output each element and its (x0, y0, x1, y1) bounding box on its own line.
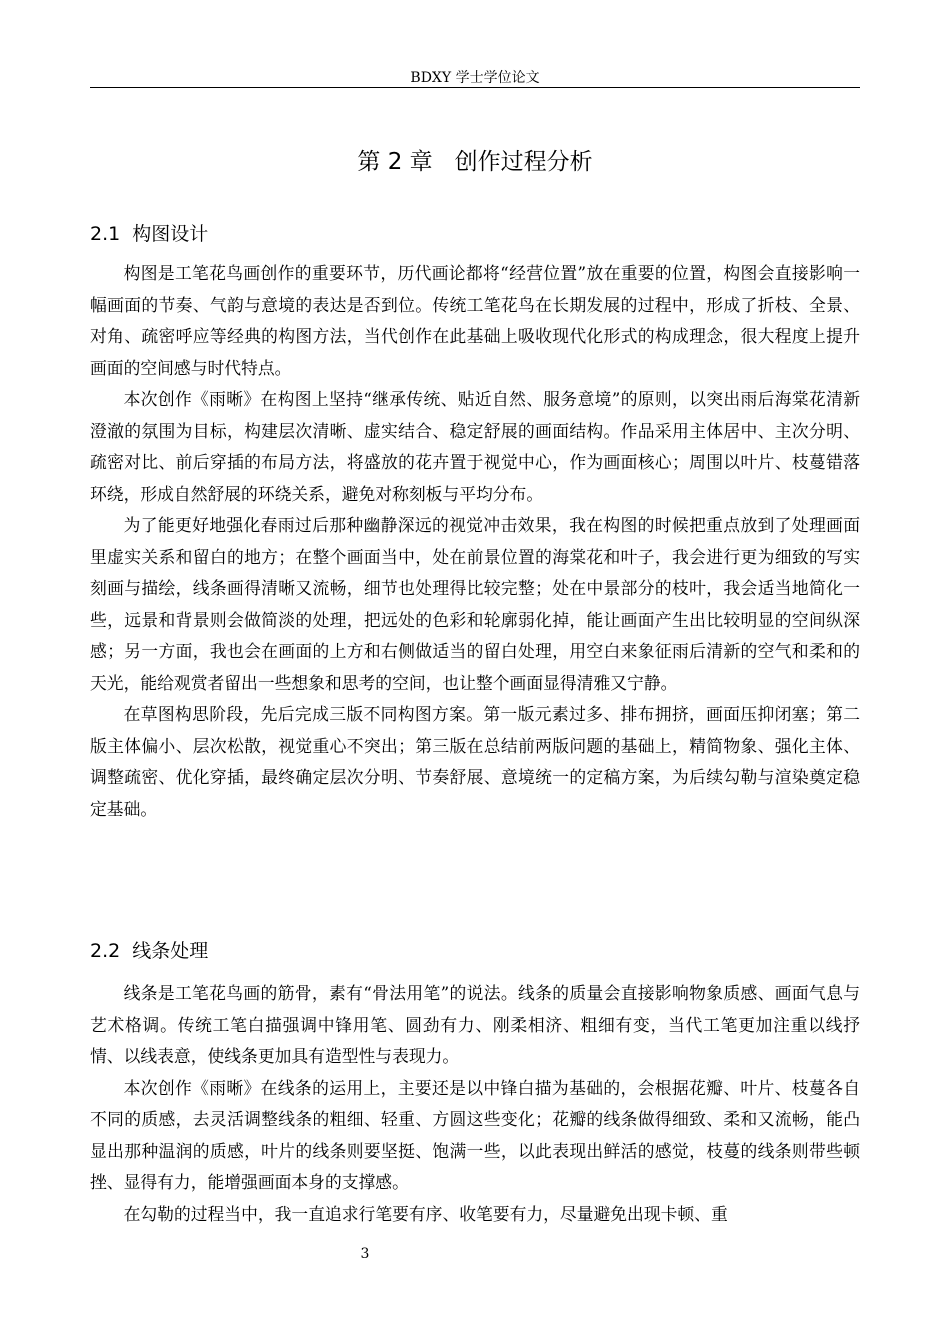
paragraph: 在勾勒的过程当中，我一直追求行笔要有序、收笔要有力，尽量避免出现卡顿、重 (123, 1203, 728, 1224)
running-header: BDXY 学士学位论文 (410, 70, 540, 86)
paragraph: 在草图构思阶段，先后完成三版不同构图方案。第一版元素过多、排布拥挤，画面压抑闭塞；第二版主体偏小、层次松散，视觉重心不突出；第三版在总结前两版问题的基础上，精简物象、强化主体、调整疏密、优化穿插，最终确定层次分明、节奏舒展、意境统一的定稿方案，为后续勾勒与渲染奠定稳定基础。 (90, 704, 860, 819)
page-number: 3 (360, 1246, 370, 1262)
section-heading-2-1: 2.1 构图设计 (90, 223, 209, 245)
paragraph: 构图是工笔花鸟画创作的重要环节，历代画论都将“经营位置”放在重要的位置，构图会直接影响一幅画面的节奏、气韵与意境的表达是否到位。传统工笔花鸟在长期发展的过程中，形成了折枝、全景、对角、疏密呼应等经典的构图方法，当代创作在此基础上吸收现代化形式的构成理念，很大程度上提升画面的空间感与时代特点。 (90, 263, 860, 378)
chapter-title: 第 2 章 创作过程分析 (357, 149, 593, 175)
section-2-1-body (90, 258, 860, 825)
section-heading-2-2: 2.2 线条处理 (90, 940, 209, 962)
paragraph: 本次创作《雨晰》在线条的运用上，主要还是以中锋白描为基础的，会根据花瓣、叶片、枝蔓各自不同的质感，去灵活调整线条的粗细、轻重、方圆这些变化；花瓣的线条做得细致、柔和又流畅，能凸显出那种温润的质感，叶片的线条则要坚挺、饱满一些，以此表现出鲜活的感觉，枝蔓的线条则带些顿挫、显得有力，能增强画面本身的支撑感。 (90, 1077, 860, 1192)
paragraph: 本次创作《雨晰》在构图上坚持“继承传统、贴近自然、服务意境”的原则，以突出雨后海棠花清新澄澈的氛围为目标，构建层次清晰、虚实结合、稳定舒展的画面结构。作品采用主体居中、主次分明、疏密对比、前后穿插的布局方法，将盛放的花卉置于视觉中心，作为画面核心；周围以叶片、枝蔓错落环绕，形成自然舒展的环绕关系，避免对称刻板与平均分布。 (90, 389, 860, 504)
section-2-2-body (90, 978, 860, 1230)
paragraph: 线条是工笔花鸟画的筋骨，素有“骨法用笔”的说法。线条的质量会直接影响物象质感、画面气息与艺术格调。传统工笔白描强调中锋用笔、圆劲有力、刚柔相济、粗细有变，当代工笔更加注重以线抒情、以线表意，使线条更加具有造型性与表现力。 (90, 983, 860, 1066)
header-divider (90, 87, 860, 88)
paragraph: 为了能更好地强化春雨过后那种幽静深远的视觉冲击效果，我在构图的时候把重点放到了处理画面里虚实关系和留白的地方；在整个画面当中，处在前景位置的海棠花和叶子，我会进行更为细致的写实刻画与描绘，线条画得清晰又流畅，细节也处理得比较完整；处在中景部分的枝叶，我会适当地简化一些，远景和背景则会做简淡的处理，把远处的色彩和轮廓弱化掉，能让画面产生出比较明显的空间纵深感；另一方面，我也会在画面的上方和右侧做适当的留白处理，用空白来象征雨后清新的空气和柔和的天光，能给观赏者留出一些想象和思考的空间，也让整个画面显得清雅又宁静。 (90, 515, 860, 693)
